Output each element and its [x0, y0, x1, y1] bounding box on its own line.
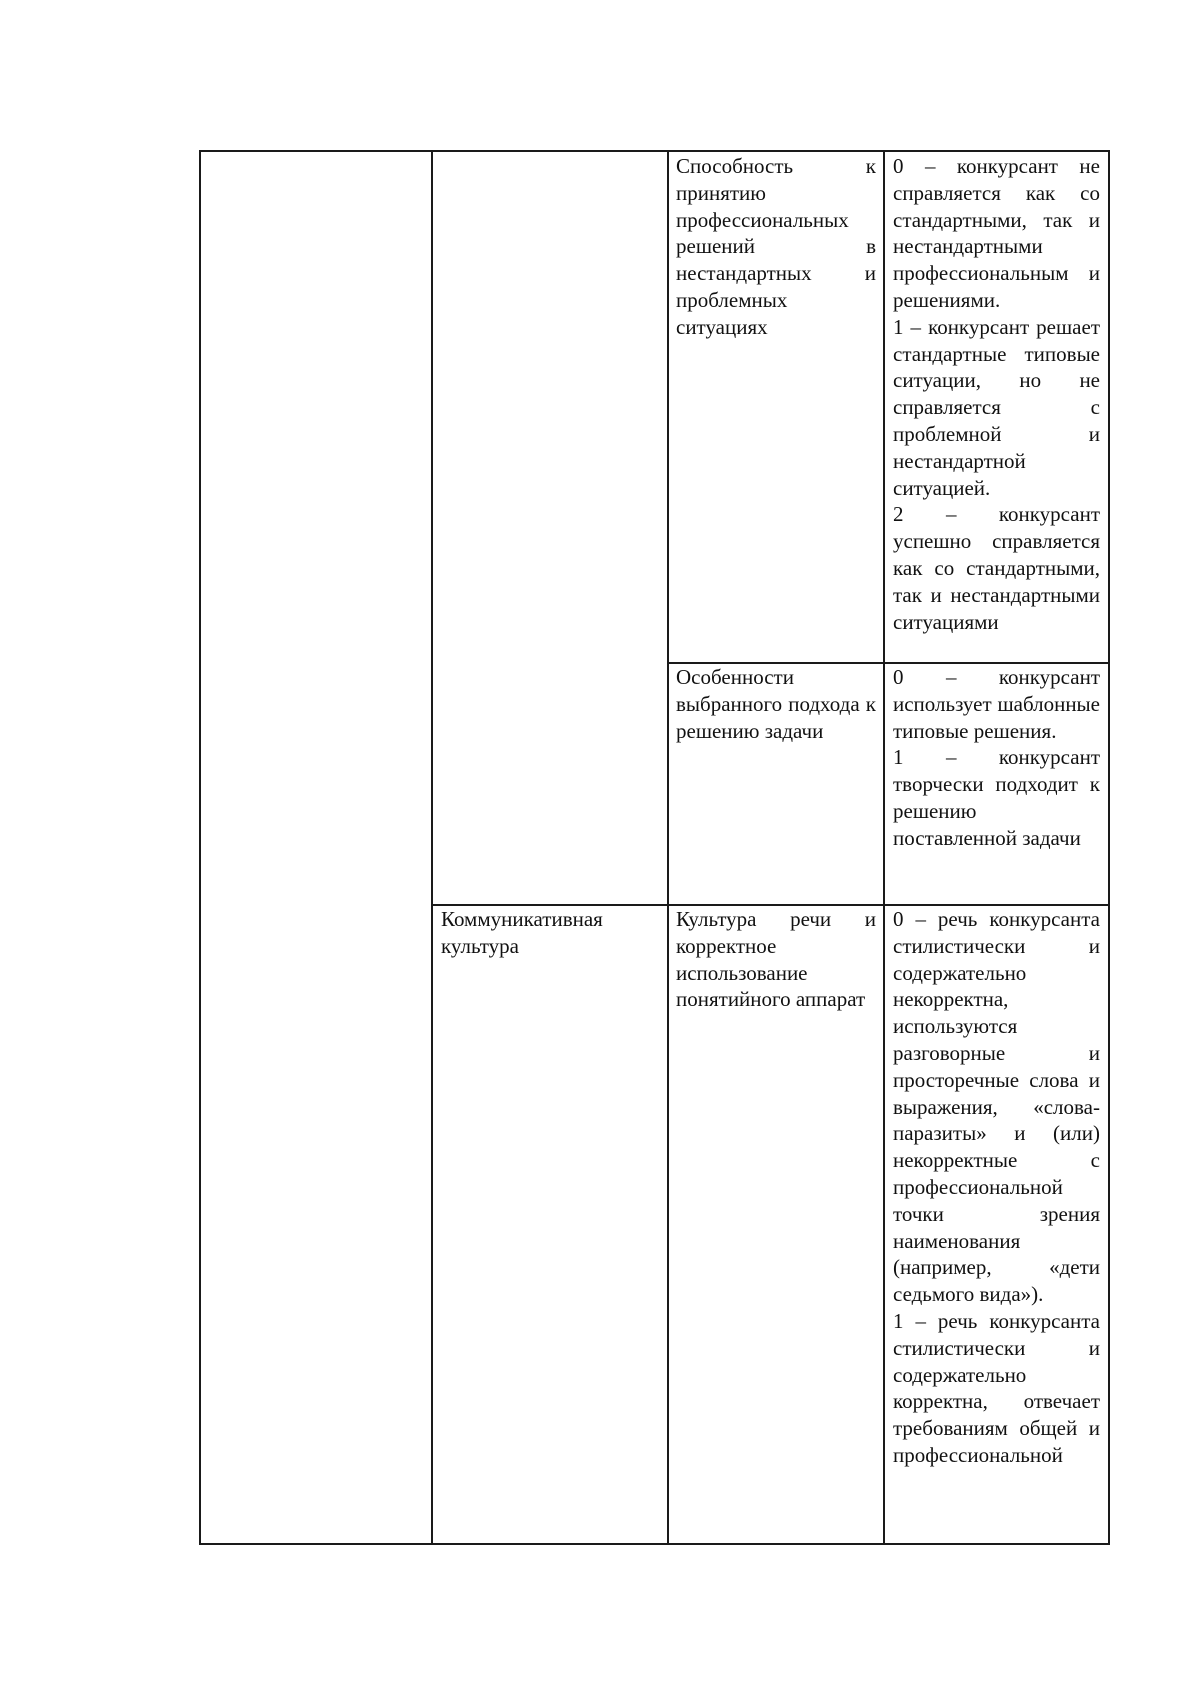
criterion-text: 0 – конкурсант использует шаблонные типовые решения. — [893, 665, 1100, 743]
criterion-text: 1 – речь конкурсанта стилистически и содержательно корректна, отвечает требованиям общей и профессиональной — [893, 1308, 1100, 1467]
criteria-cell-1 — [893, 153, 1100, 635]
column-divider-3 — [883, 152, 885, 1543]
competence-text: Коммуникативная культура — [441, 907, 603, 958]
column-divider-2 — [667, 152, 669, 1543]
indicator-cell-3 — [676, 906, 876, 1013]
indicator-text: Способность к принятию профессиональных решений в нестандартных и проблемных ситуациях — [676, 154, 876, 339]
indicator-text: Культура речи и корректное использование понятийного аппарат — [676, 907, 876, 1012]
criteria-cell-3 — [893, 906, 1100, 1469]
indicator-cell-1 — [676, 153, 876, 341]
indicator-cell-2 — [676, 664, 876, 744]
criteria-cell-2 — [893, 664, 1100, 852]
criterion-text: 2 – конкурсант успешно справляется как со стандартными, так и нестандартными ситуациями — [893, 502, 1100, 634]
column-divider-1 — [431, 152, 433, 1543]
criterion-text: 0 – конкурсант не справляется как со стандартными, так и нестандартными профессиональным и решениями. — [893, 154, 1100, 312]
competence-cell — [441, 906, 659, 960]
criterion-text: 1 – конкурсант творчески подходит к решению поставленной задачи — [893, 745, 1100, 850]
criterion-text: 0 – речь конкурсанта стилистически и содержательно некорректна, используются разговорные и просторечные слова и выражения, «слова-паразиты» и (или) некорректные с профессиональной точки зрения наименования (например, «дети седьмого вида»). — [893, 907, 1100, 1307]
criteria-table — [199, 150, 1110, 1545]
criterion-text: 1 – конкурсант решает стандартные типовые ситуации, но не справляется с проблемной и нестандартной ситуацией. — [893, 314, 1100, 500]
indicator-text: Особенности выбранного подхода к решению задачи — [676, 665, 876, 743]
